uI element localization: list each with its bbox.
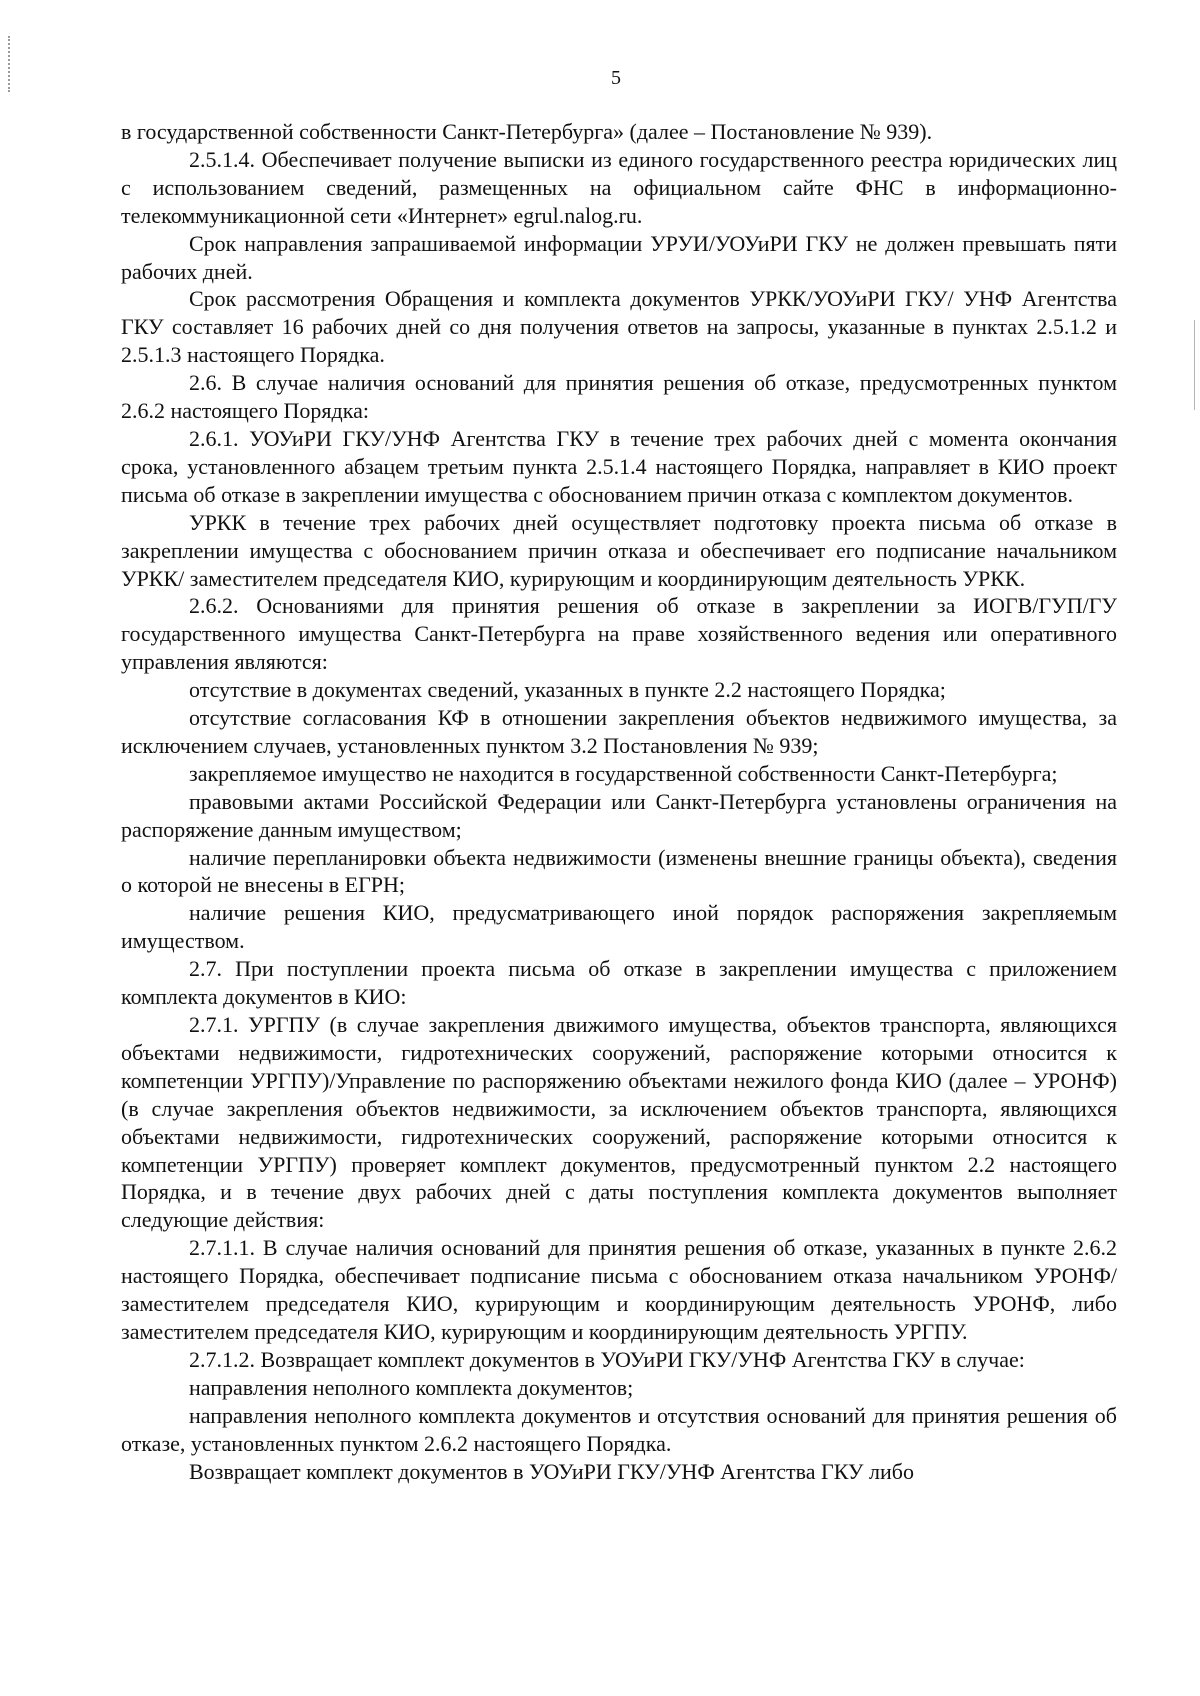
paragraph: 2.6.2. Основаниями для принятия решения об отказе в закреплении за ИОГВ/ГУП/ГУ государственного имущества Санкт-Петербурга на праве хозяйственного ведения или оперативного управления являются: <box>121 593 1117 675</box>
paragraph: Возвращает комплект документов в УОУиРИ ГКУ/УНФ Агентства ГКУ либо <box>189 1458 914 1484</box>
scan-edge-line <box>1194 320 1195 410</box>
paragraph: 2.7. При поступлении проекта письма об отказе в закреплении имущества с приложением комплекта документов в КИО: <box>121 956 1117 1010</box>
paragraph: УРКК в течение трех рабочих дней осуществляет подготовку проекта письма об отказе в закреплении имущества с обоснованием причин отказа и обеспечивает его подписание начальником УРКК/ заместителем председателя КИО, курирующим и координирующим деятельность УРКК. <box>121 509 1117 591</box>
list-item: отсутствие в документах сведений, указанных в пункте 2.2 настоящего Порядка; <box>189 677 946 703</box>
paragraph: в государственной собственности Санкт-Петербурга» (далее – Постановление № 939). <box>121 119 933 144</box>
paragraph: 2.7.1.2. Возвращает комплект документов в УОУиРИ ГКУ/УНФ Агентства ГКУ в случае: <box>189 1346 1025 1372</box>
page-number: 5 <box>611 67 621 89</box>
paragraph: Срок направления запрашиваемой информации УРУИ/УОУиРИ ГКУ не должен превышать пяти рабочих дней. <box>121 230 1117 284</box>
list-item: отсутствие согласования КФ в отношении закрепления объектов недвижимого имущества, за исключением случаев, установленных пунктом 3.2 Постановления № 939; <box>121 705 1117 758</box>
paragraph: 2.7.1. УРГПУ (в случае закрепления движимого имущества, объектов транспорта, являющихся объектами недвижимости, гидротехнических сооружений, распоряжение которыми относится к компетенции УРГПУ)/Управление по распоряжению объектами нежилого фонда КИО (далее – УРОНФ) (в случае закрепления объектов недвижимости, за исключением объектов транспорта, являющихся объектами недвижимости, гидротехнических сооружений, распоряжение которыми относится к компетенции УРГПУ) проверяет комплект документов, предусмотренный пунктом 2.2 настоящего Порядка, и в течение двух рабочих дней с даты поступления комплекта документов выполняет следующие действия: <box>121 1012 1117 1233</box>
paragraph: 2.5.1.4. Обеспечивает получение выписки из единого государственного реестра юридических лиц с использованием сведений, размещенных на официальном сайте ФНС в информационно-телекоммуникационной сети «Интернет» egrul.nalog.ru. <box>121 146 1117 228</box>
list-item: закрепляемое имущество не находится в государственной собственности Санкт-Петербурга; <box>189 760 1058 786</box>
paragraph: 2.6. В случае наличия оснований для принятия решения об отказе, предусмотренных пунктом 2.6.2 настоящего Порядка: <box>121 370 1117 424</box>
list-item: направления неполного комплекта документов; <box>189 1374 634 1400</box>
paragraph: 2.7.1.1. В случае наличия оснований для принятия решения об отказе, указанных в пункте 2.6.2 настоящего Порядка, обеспечивает подписание письма с обоснованием отказа начальником УРОНФ/заместителем председателя КИО, курирующим и координирующим деятельность УРОНФ, либо заместителем председателя КИО, курирующим и координирующим деятельность УРГПУ. <box>121 1235 1117 1344</box>
paragraph: 2.6.1. УОУиРИ ГКУ/УНФ Агентства ГКУ в течение трех рабочих дней с момента окончания срока, установленного абзацем третьим пункта 2.5.1.4 настоящего Порядка, направляет в КИО проект письма об отказе в закреплении имущества с обоснованием причин отказа с комплектом документов. <box>121 425 1117 507</box>
document-body <box>121 118 1117 1485</box>
list-item: наличие перепланировки объекта недвижимости (изменены внешние границы объекта), сведения о которой не внесены в ЕГРН; <box>121 844 1117 898</box>
paragraph: Срок рассмотрения Обращения и комплекта документов УРКК/УОУиРИ ГКУ/ УНФ Агентства ГКУ составляет 16 рабочих дней со дня получения ответов на запросы, указанные в пунктах 2.5.1.2 и 2.5.1.3 настоящего Порядка. <box>121 286 1117 368</box>
list-item: наличие решения КИО, предусматривающего иной порядок распоряжения закрепляемым имуществом. <box>121 900 1117 954</box>
list-item: направления неполного комплекта документов и отсутствия оснований для принятия решения об отказе, установленных пунктом 2.6.2 настоящего Порядка. <box>121 1402 1117 1456</box>
list-item: правовыми актами Российской Федерации или Санкт-Петербурга установлены ограничения на распоряжение данным имуществом; <box>121 788 1117 842</box>
